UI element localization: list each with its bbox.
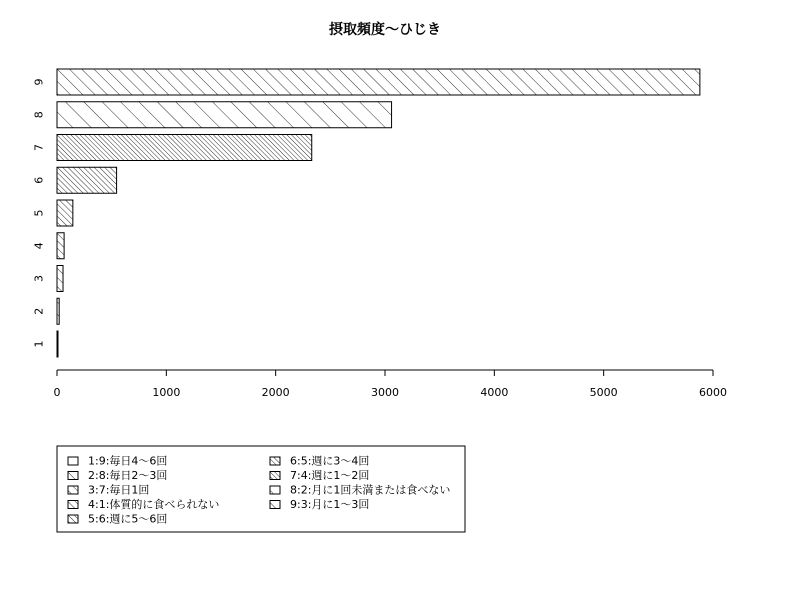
bar-6 [57, 167, 117, 193]
bar-5 [57, 200, 73, 226]
plot-area [33, 69, 700, 357]
legend-swatch [270, 501, 280, 509]
legend-label: 2:8:毎日2～3回 [88, 469, 168, 482]
legend-swatch [68, 472, 78, 480]
legend-label: 5:6:週に5～6回 [88, 512, 168, 526]
y-tick-label: 7 [32, 144, 46, 151]
legend-swatch [68, 486, 78, 494]
x-tick-label: 5000 [589, 386, 618, 399]
legend-label: 1:9:毎日4～6回 [88, 454, 168, 468]
y-tick-label: 4 [32, 242, 46, 250]
bar-7 [57, 135, 312, 161]
y-tick-label: 5 [32, 209, 46, 217]
legend-label: 4:1:体質的に食べられない [88, 498, 220, 511]
bar-9 [57, 69, 700, 95]
x-tick-label: 2000 [261, 386, 290, 399]
y-tick-label: 8 [32, 111, 46, 119]
legend-label: 7:4:週に1～2回 [290, 469, 370, 482]
bar-4 [57, 233, 64, 259]
bar-8 [57, 102, 392, 128]
y-tick-label: 2 [32, 307, 46, 315]
x-axis [54, 370, 728, 399]
bar-3 [57, 266, 63, 292]
y-tick-label: 6 [32, 176, 46, 184]
bar-1 [57, 331, 58, 357]
legend-swatch [68, 501, 78, 509]
legend [57, 446, 465, 532]
legend-swatch [68, 457, 78, 465]
legend-label: 8:2:月に1回未満または食べない [290, 483, 451, 497]
x-tick-label: 1000 [152, 386, 181, 399]
x-tick-label: 3000 [371, 386, 399, 399]
x-tick-label: 0 [53, 386, 61, 399]
y-tick-label: 1 [32, 340, 46, 348]
legend-swatch [270, 457, 280, 465]
y-tick-label: 9 [32, 78, 46, 86]
legend-swatch [270, 472, 280, 480]
chart-title: 摂取頻度～ひじき [329, 22, 441, 38]
x-tick-label: 6000 [699, 386, 727, 399]
legend-label: 3:7:毎日1回 [88, 483, 150, 497]
legend-label: 9:3:月に1～3回 [290, 498, 370, 511]
legend-swatch [68, 515, 78, 523]
x-tick-label: 4000 [480, 386, 509, 399]
legend-label: 6:5:週に3～4回 [290, 454, 370, 468]
legend-swatch [270, 486, 280, 494]
bar-2 [57, 298, 59, 324]
y-tick-label: 3 [32, 275, 46, 282]
